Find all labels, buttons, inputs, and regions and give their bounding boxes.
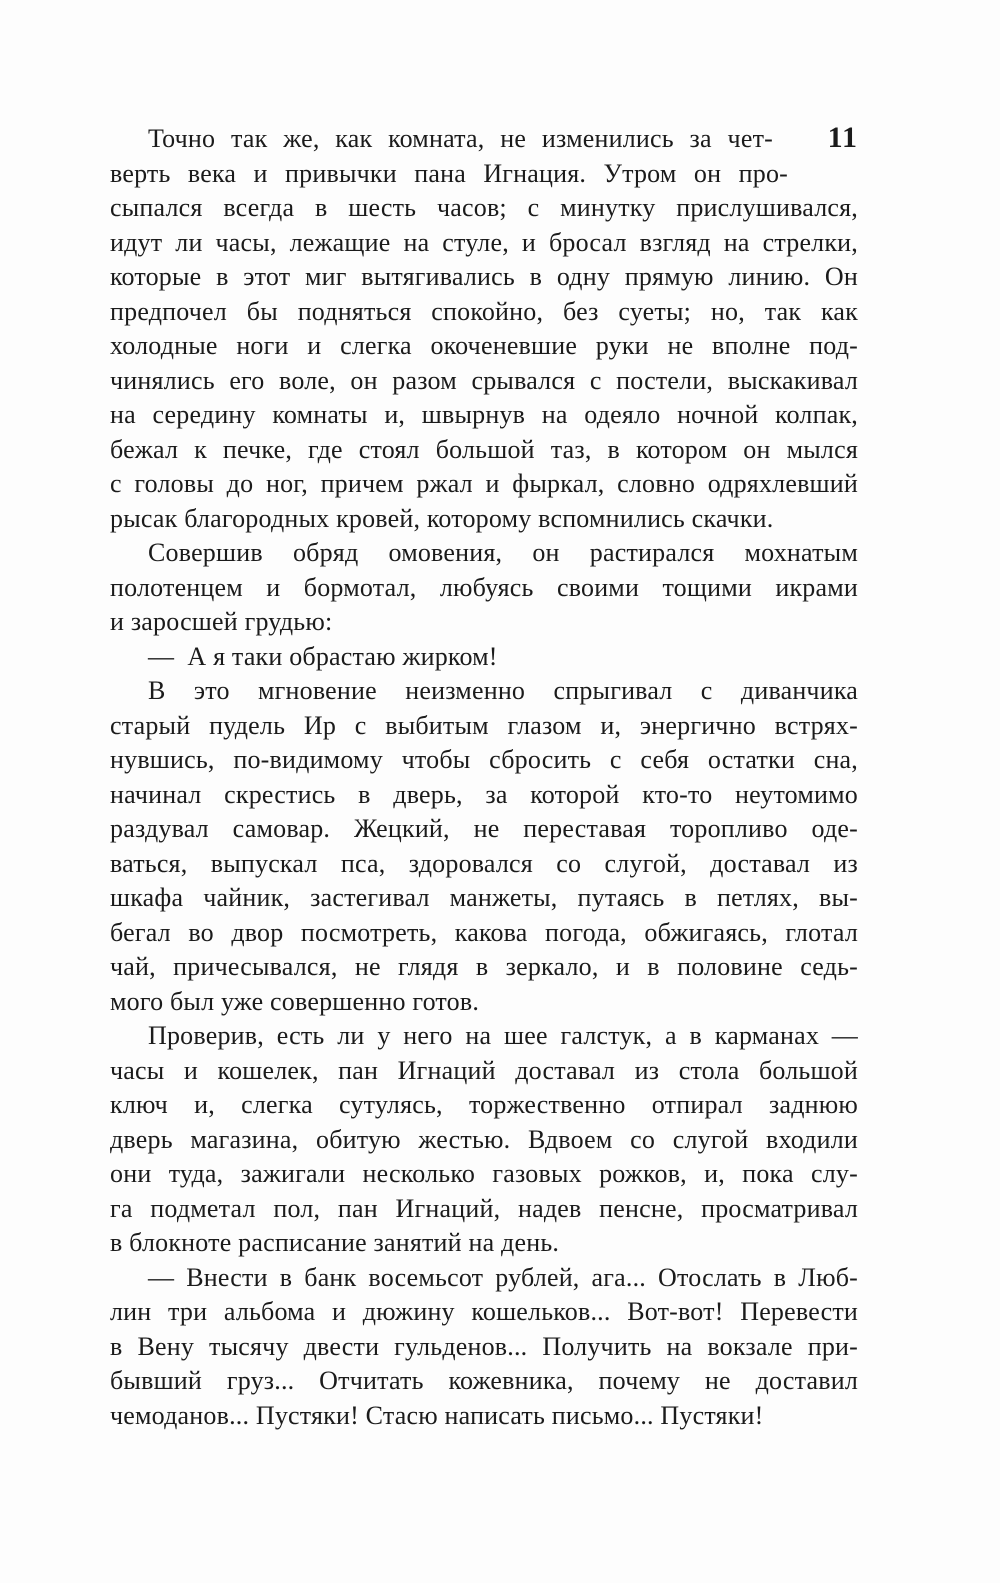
text-line: чинялись его воле, он разом срывался с постели, выскакивал [110,365,858,395]
text-line: чай, причесывался, не глядя в зеркало, и в половине седь- [110,952,858,981]
text-line: — Внести в банк восемьсот рублей, ага... Отослать в Люб- [148,1262,858,1292]
text-line: идут ли часы, лежащие на стуле, и бросал взгляд на стрелки, [110,227,858,257]
text-line: холодные ноги и слегка окоченевшие руки не вполне под- [110,331,858,360]
text-line: сыпался всегда в шесть часов; с минутку прислушивался, [110,193,858,222]
page-number: 11 [827,121,858,154]
text-line: Проверив, есть ли у него на шее галстук, а в карманах — [148,1021,858,1050]
paragraph [110,122,858,536]
text-line: ключ и, слегка сутулясь, торжественно отпирал заднюю [110,1090,858,1119]
paragraph [110,674,858,1019]
text-line: бегал во двор посмотреть, какова погода, обжигаясь, глотал [110,917,858,947]
text-line: Точно так же, как комната, не изменились за чет- [148,124,773,153]
paragraph [110,1019,858,1261]
text-line: и заросшей грудью: [110,607,333,636]
text-line: ваться, выпускал пса, здоровался со слугой, доставал из [110,848,858,878]
text-line: нувшись, по-видимому чтобы сбросить с себя остатки сна, [110,745,858,774]
text-line: они туда, зажигали несколько газовых рожков, и, пока слу- [110,1159,858,1188]
text-line: раздувал самовар. Жецкий, не переставая торопливо оде- [110,814,858,843]
text-line: в Вену тысячу двести гульденов... Получить на вокзале при- [110,1331,858,1361]
text-line: в блокноте расписание занятий на день. [110,1228,560,1257]
paragraph [110,640,858,675]
text-line: предпочел бы подняться спокойно, без суеты; но, так как [110,296,858,326]
paragraph [110,1261,858,1434]
text-line: рысак благородных кровей, которому вспомнились скачки. [110,503,774,533]
paragraph [110,536,858,640]
text-line: дверь магазина, обитую жестью. Вдвоем со слугой входили [110,1124,858,1154]
text-line: часы и кошелек, пан Игнаций доставал из стола большой [110,1055,858,1085]
text-line: га подметал пол, пан Игнаций, надев пенсне, просматривал [110,1193,858,1223]
text-line: шкафа чайник, застегивал манжеты, путаясь в петлях, вы- [110,883,858,912]
text-line: которые в этот миг вытягивались в одну прямую линию. Он [110,262,858,291]
text-line: старый пудель Ир с выбитым глазом и, энергично встрях- [110,710,858,740]
text-line: В это мгновение неизменно спрыгивал с диванчика [148,676,858,705]
text-line: на середину комнаты и, швырнув на одеяло ночной колпак, [110,400,858,429]
text-line: мого был уже совершенно готов. [110,986,480,1016]
text-line: лин три альбома и дюжину кошельков... Вот-вот! Перевести [110,1297,858,1326]
text-line: бежал к печке, где стоял большой таз, в котором он мылся [110,434,858,464]
text-line: полотенцем и бормотал, любуясь своими тощими икрами [110,572,858,602]
text-line: верть века и привычки пана Игнация. Утром он про- [110,158,788,188]
text-line: бывший груз... Отчитать кожевника, почему не доставил [110,1366,858,1395]
text-line: — А я таки обрастаю жирком! [148,641,498,671]
text-line: с головы до ног, причем ржал и фыркал, словно одряхлевший [110,469,858,498]
text-line: Совершив обряд омовения, он растирался мохнатым [148,538,858,567]
text-line: чемоданов... Пустяки! Стасю написать письмо... Пустяки! [110,1400,764,1430]
text-line: начинал скрестись в дверь, за которой кто-то неутомимо [110,779,858,809]
text-block [110,122,858,1433]
